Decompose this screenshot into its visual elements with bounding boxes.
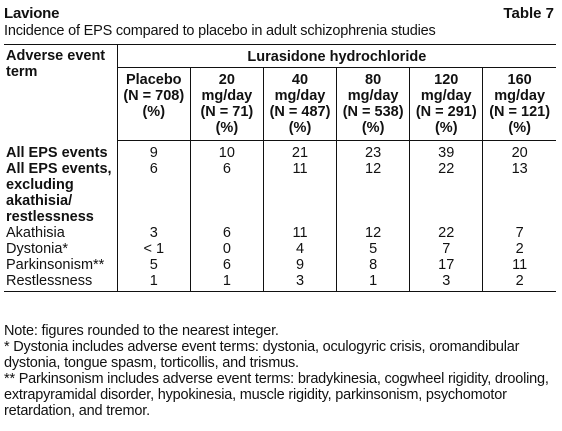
row-value: 6 bbox=[190, 257, 263, 273]
row-value: < 1 bbox=[143, 241, 165, 257]
table-row bbox=[4, 241, 556, 257]
row-value: 39 bbox=[410, 141, 483, 162]
row-value: 3 bbox=[263, 273, 336, 291]
row-value: 22 bbox=[410, 161, 483, 225]
table-row bbox=[4, 273, 556, 291]
header-line: (N = 708) bbox=[123, 88, 185, 104]
row-term: Dystonia* bbox=[4, 241, 117, 257]
row-value: 12 bbox=[337, 161, 410, 225]
row-value: 8 bbox=[337, 257, 410, 273]
row-value: 17 bbox=[410, 257, 483, 273]
term-header-text: Adverse event term bbox=[6, 48, 106, 80]
row-value: 1 bbox=[190, 273, 263, 291]
header-line: mg/day bbox=[420, 88, 472, 104]
column-header-80mg bbox=[337, 68, 410, 141]
header-line: (N = 538) bbox=[342, 104, 404, 120]
row-value: 2 bbox=[483, 273, 556, 291]
row-term: Parkinsonism** bbox=[4, 257, 117, 273]
row-value: 7 bbox=[410, 241, 483, 257]
header-line: 160 bbox=[507, 72, 532, 88]
header-line: (%) bbox=[142, 104, 166, 120]
column-header-160mg bbox=[483, 68, 556, 141]
eps-table-container bbox=[4, 44, 556, 292]
eps-table bbox=[4, 45, 556, 291]
footnote-parkinsonism: ** Parkinsonism includes adverse event terms: bradykinesia, cogwheel rigidity, drooling, extrapyramidal disorder, hypokinesia, muscle rigidity, parkinsonism, psychomotor retardation, and tremor. bbox=[4, 371, 549, 419]
row-value: 4 bbox=[263, 241, 336, 257]
header-line: mg/day bbox=[274, 88, 326, 104]
row-value: 5 bbox=[337, 241, 410, 257]
row-value: 1 bbox=[149, 273, 158, 289]
header-line: mg/day bbox=[201, 88, 253, 104]
header-line: (%) bbox=[361, 120, 385, 136]
footnote-rounding: Note: figures rounded to the nearest integer. bbox=[4, 323, 279, 339]
row-value: 2 bbox=[483, 241, 556, 257]
document-header bbox=[4, 5, 558, 25]
header-line: 120 bbox=[434, 72, 459, 88]
row-value: 6 bbox=[190, 161, 263, 225]
footnote-dystonia: * Dystonia includes adverse event terms: dystonia, oculogyric crisis, oromandibular dystonia, tongue spasm, torticollis, and trismus. bbox=[4, 339, 520, 371]
column-header-20mg bbox=[190, 68, 263, 141]
column-header-40mg bbox=[263, 68, 336, 141]
header-line: (%) bbox=[215, 120, 239, 136]
header-line: Placebo bbox=[125, 72, 182, 88]
header-line: (N = 71) bbox=[200, 104, 254, 120]
row-value: 10 bbox=[190, 141, 263, 162]
header-line: (%) bbox=[434, 120, 458, 136]
row-value: 11 bbox=[263, 161, 336, 225]
brand-name: Lavione bbox=[4, 5, 60, 22]
row-term: Restlessness bbox=[4, 273, 117, 291]
row-value: 20 bbox=[483, 141, 556, 162]
table-row bbox=[4, 225, 556, 241]
header-line: (N = 291) bbox=[415, 104, 477, 120]
row-value: 6 bbox=[190, 225, 263, 241]
row-value: 9 bbox=[149, 145, 158, 161]
row-value: 11 bbox=[263, 225, 336, 241]
row-value: 23 bbox=[337, 141, 410, 162]
header-line: mg/day bbox=[347, 88, 399, 104]
row-value: 5 bbox=[149, 257, 158, 273]
row-value: 22 bbox=[410, 225, 483, 241]
group-header: Lurasidone hydrochloride bbox=[117, 45, 556, 68]
term-column-header bbox=[4, 45, 117, 141]
table-number: Table 7 bbox=[503, 5, 554, 22]
header-line: (%) bbox=[288, 120, 312, 136]
column-header-120mg bbox=[410, 68, 483, 141]
table-footnotes bbox=[4, 323, 556, 419]
row-value: 3 bbox=[149, 225, 158, 241]
header-line: (N = 487) bbox=[269, 104, 331, 120]
row-value: 7 bbox=[483, 225, 556, 241]
row-value: 3 bbox=[410, 273, 483, 291]
header-line: 80 bbox=[365, 72, 382, 88]
header-line: 20 bbox=[218, 72, 235, 88]
table-row bbox=[4, 161, 556, 225]
row-term: All EPS events, excluding akathisia/ restlessness bbox=[4, 161, 117, 225]
column-header-placebo bbox=[117, 68, 190, 141]
header-line: (%) bbox=[508, 120, 531, 136]
row-value: 21 bbox=[263, 141, 336, 162]
table-row bbox=[4, 257, 556, 273]
table-row bbox=[4, 141, 556, 162]
row-value: 13 bbox=[483, 161, 556, 225]
header-line: 40 bbox=[291, 72, 309, 88]
row-term: Akathisia bbox=[4, 225, 117, 241]
row-value: 6 bbox=[149, 161, 158, 177]
row-value: 9 bbox=[263, 257, 336, 273]
row-value: 12 bbox=[337, 225, 410, 241]
header-line: mg/day bbox=[494, 88, 546, 104]
table-caption: Incidence of EPS compared to placebo in adult schizophrenia studies bbox=[4, 23, 436, 39]
row-value: 0 bbox=[190, 241, 263, 257]
header-line: (N = 121) bbox=[489, 104, 551, 120]
row-value: 11 bbox=[483, 257, 556, 273]
row-value: 1 bbox=[337, 273, 410, 291]
row-term: All EPS events bbox=[4, 141, 117, 162]
